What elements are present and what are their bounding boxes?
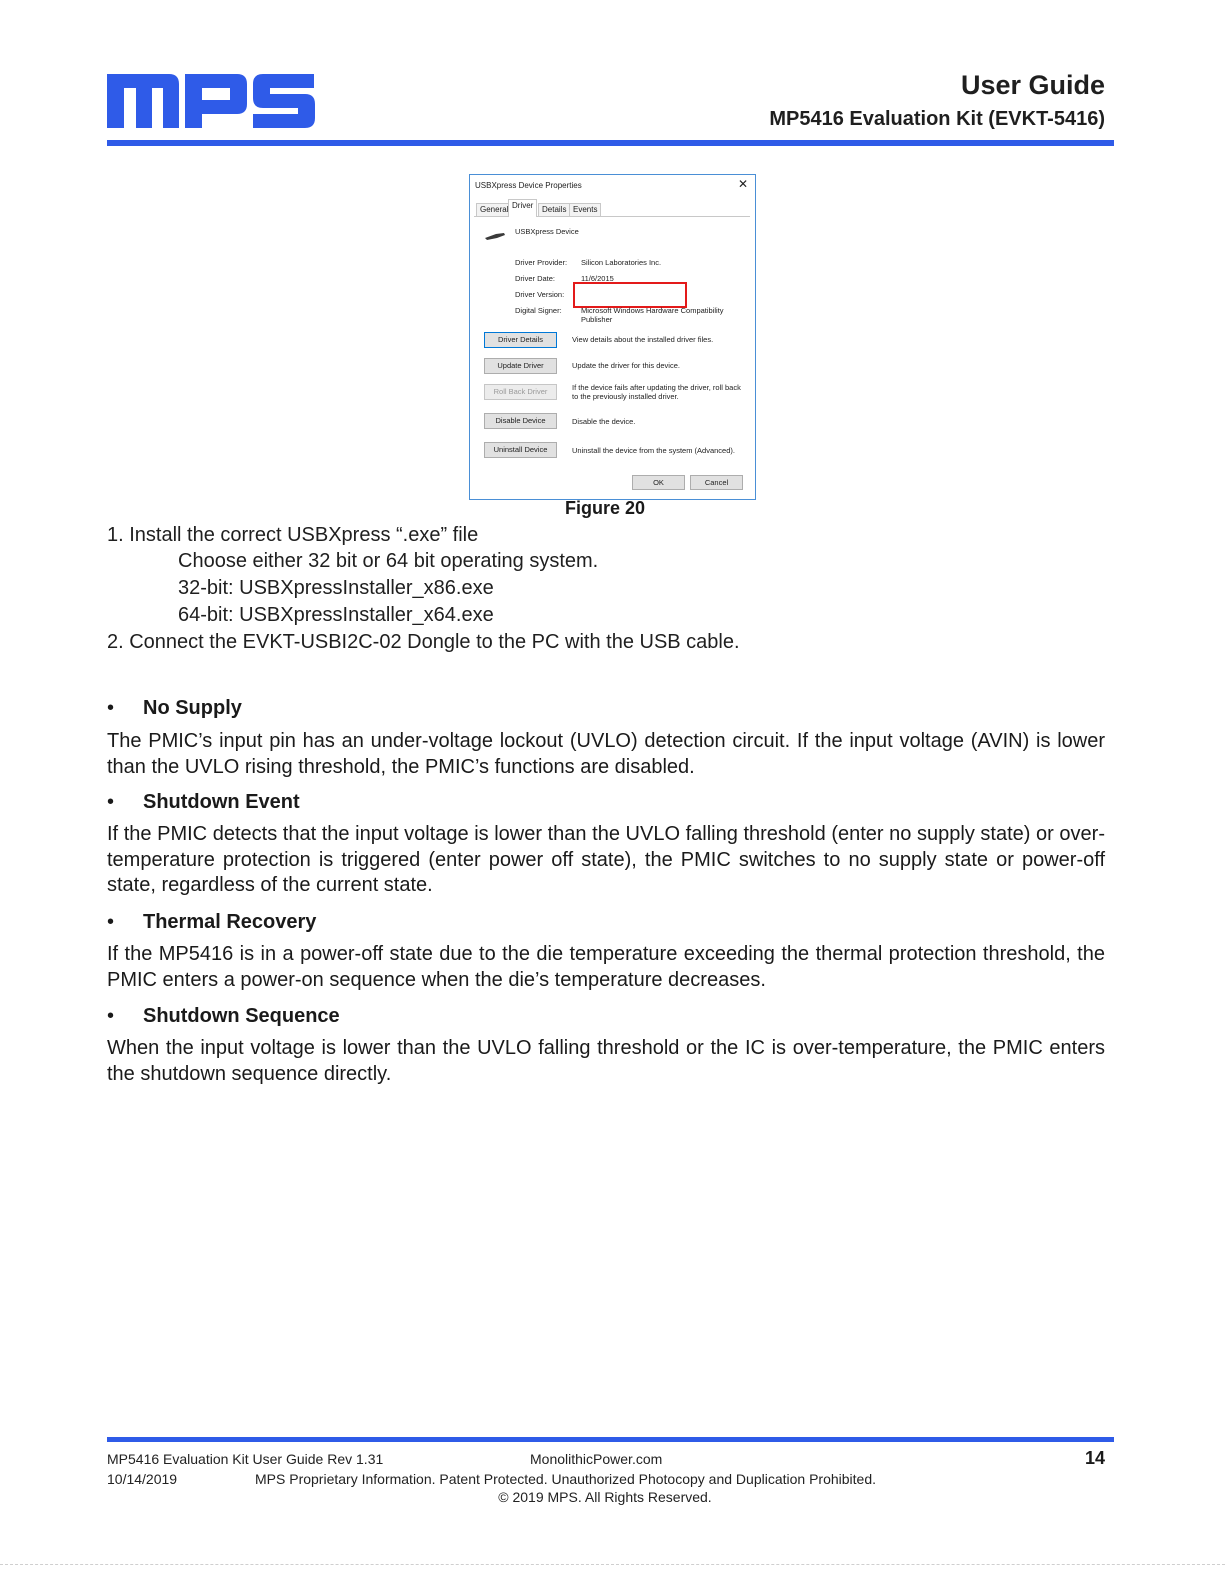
footer-doc-title: MP5416 Evaluation Kit User Guide Rev 1.31 [107,1451,384,1467]
section-text: If the PMIC detects that the input voltage is lower than the UVLO falling threshold (enter no supply state) or over-temperature protection is triggered (enter power off state), the PMIC switches to no supply state or power-off state, regardless of the current state. [107,823,1105,896]
device-properties-dialog-screenshot [469,174,756,500]
section-heading: Shutdown Event [143,791,300,813]
highlight-box [573,282,687,308]
tab-details[interactable]: Details [538,203,570,216]
document-subtitle: MP5416 Evaluation Kit (EVKT-5416) [769,108,1105,130]
step-1-sub-2: 32-bit: USBXpressInstaller_x86.exe [178,577,494,599]
step-2: 2. Connect the EVKT-USBI2C-02 Dongle to the PC with the USB cable. [107,631,740,653]
update-driver-desc: Update the driver for this device. [572,361,680,370]
driver-details-button[interactable]: Driver Details [484,332,557,348]
header-divider [107,140,1114,146]
digital-signer-value: Microsoft Windows Hardware Compatibility Publisher [581,306,724,324]
update-driver-button[interactable]: Update Driver [484,358,557,374]
close-icon[interactable]: ✕ [737,177,748,191]
driver-date-label: Driver Date: [515,274,556,283]
section-heading: Shutdown Sequence [143,1005,340,1027]
footer-notice: MPS Proprietary Information. Patent Protected. Unauthorized Photocopy and Duplication Prohibited. [255,1471,877,1487]
step-1-sub-1: Choose either 32 bit or 64 bit operating system. [178,550,599,572]
driver-provider-label: Driver Provider: [515,258,568,267]
bullet-glyph: • [107,911,115,933]
section-text: The PMIC’s input pin has an under-voltage lockout (UVLO) detection circuit. If the input voltage (AVIN) is lower than the UVLO rising threshold, the PMIC’s functions are disabled. [107,730,1105,778]
section-heading: No Supply [143,697,242,719]
footer-website: MonolithicPower.com [530,1451,663,1467]
driver-version-label: Driver Version: [515,290,565,299]
figure-caption: Figure 20 [564,498,646,518]
footer-date: 10/14/2019 [107,1471,178,1487]
bullet-glyph: • [107,791,115,813]
section-text: When the input voltage is lower than the UVLO falling threshold or the IC is over-temperature, the PMIC enters the shutdown sequence directly. [107,1037,1105,1085]
mps-logo [107,70,315,128]
tab-events[interactable]: Events [569,203,601,216]
footer-divider [107,1437,1114,1442]
digital-signer-label: Digital Signer: [515,306,562,315]
bullet-glyph: • [107,1005,115,1027]
footer-copyright: © 2019 MPS. All Rights Reserved. [498,1489,712,1505]
uninstall-device-button[interactable]: Uninstall Device [484,442,557,458]
section-text: If the MP5416 is in a power-off state due to the die temperature exceeding the thermal protection threshold, the PMIC enters a power-on sequence when the die’s temperature decreases. [107,943,1105,991]
step-1-sub-3: 64-bit: USBXpressInstaller_x64.exe [178,604,494,626]
driver-provider-value: Silicon Laboratories Inc. [581,258,662,267]
cancel-button[interactable]: Cancel [690,475,743,490]
uninstall-device-desc: Uninstall the device from the system (Advanced). [572,446,735,455]
section-heading: Thermal Recovery [143,911,317,933]
roll-back-driver-desc: If the device fails after updating the driver, roll back to the previously installed driver. [572,383,741,401]
driver-date-value: 11/6/2015 [581,274,614,283]
tab-driver[interactable]: Driver [508,199,537,217]
roll-back-driver-button: Roll Back Driver [484,384,557,400]
page-number: 14 [1084,1448,1105,1468]
page-edge-divider [0,1564,1225,1565]
ok-button[interactable]: OK [632,475,685,490]
usb-device-icon [484,231,506,241]
device-name: USBXpress Device [515,227,579,236]
disable-device-desc: Disable the device. [572,417,636,426]
tab-general[interactable]: General [476,203,512,216]
dialog-title: USBXpress Device Properties [475,181,582,190]
disable-device-button[interactable]: Disable Device [484,413,557,429]
bullet-glyph: • [107,697,115,719]
dialog-tabs [474,202,750,217]
step-1: 1. Install the correct USBXpress “.exe” file [107,524,479,546]
document-type-title: User Guide [960,70,1105,100]
driver-details-desc: View details about the installed driver files. [572,335,714,344]
